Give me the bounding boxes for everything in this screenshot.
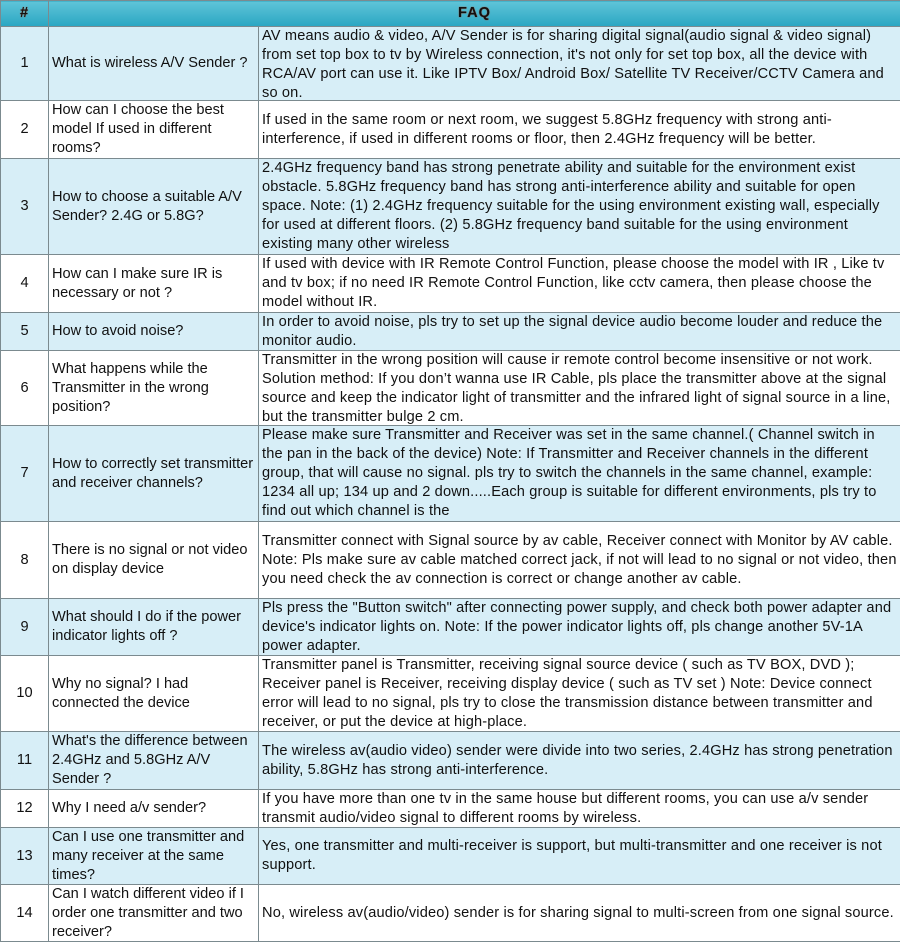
faq-row: [1, 522, 900, 599]
answer-cell-text: Transmitter in the wrong position will cause ir remote control become insensitive or not work. Solution method: If you don’t wanna use IR Cable, pls place the transmitter above at the signal source and keep the indicator light of transmitter and the infrared light of signal source in a line, but the transmitter bulge 2 cm.: [262, 352, 891, 425]
answer-cell-text: If used in the same room or next room, we suggest 5.8GHz frequency with strong anti-interference, if used in different rooms or floor, then 2.4GHz frequency will be better.: [262, 111, 832, 147]
question-cell-text: Can I use one transmitter and many receiver at the same times?: [52, 829, 245, 883]
faq-row: [1, 599, 900, 656]
row-number: [1, 885, 49, 942]
answer-cell-text: AV means audio & video, A/V Sender is for sharing digital signal(audio signal & video signal) from set top box to tv by Wireless connection, it's not only for set top box, all the device with RCA/AV port can use it. Like IPTV Box/ Android Box/ Satellite TV Receiver/CCTV Camera and so on.: [262, 28, 884, 100]
question-cell-text: Why no signal? I had connected the device: [52, 675, 190, 711]
answer-cell-text: If you have more than one tv in the same house but different rooms, you can use a/v sender transmit audio/video signal to different rooms by wireless.: [262, 791, 869, 826]
question-cell: [49, 656, 259, 732]
question-cell-text: What's the difference between 2.4GHz and 5.8GHz A/V Sender ?: [52, 733, 248, 787]
answer-cell: [259, 101, 900, 159]
row-number-text: 8: [20, 551, 29, 568]
faq-row: [1, 351, 900, 426]
question-cell-text: What happens while the Transmitter in the wrong position?: [52, 360, 209, 415]
question-cell: [49, 522, 259, 599]
row-number-text: 6: [20, 379, 29, 396]
row-number: [1, 27, 49, 101]
row-number-text: 7: [20, 465, 29, 481]
faq-title: FAQ: [49, 1, 900, 27]
row-number: [1, 351, 49, 426]
question-cell-text: How can I choose the best model If used in different rooms?: [52, 102, 224, 156]
row-number: [1, 599, 49, 656]
faq-row: [1, 255, 900, 313]
question-cell: [49, 426, 259, 522]
row-number-text: 14: [16, 904, 33, 921]
row-number: [1, 732, 49, 790]
row-number-text: 12: [16, 800, 33, 816]
row-number: [1, 522, 49, 599]
faq-row: [1, 790, 900, 828]
faq-body: [1, 27, 900, 942]
answer-cell-text: Pls press the "Button switch" after connecting power supply, and check both power adapter and device's indicator lights on. Note: If the power indicator lights off, pls change another 5V-1A power adapter.: [262, 600, 892, 654]
answer-cell: [259, 828, 900, 885]
answer-cell-text: 2.4GHz frequency band has strong penetrate ability and suitable for the environment exist obstacle. 5.8GHz frequency band has strong anti-interference ability and suitable for open space. Note: (1) 2.4GHz frequency suitable for the using environment existing wall, especially for used at different floors. (2) 5.8GHz frequency band suitable for the using environment existing many other wireless: [262, 160, 880, 252]
answer-cell: [259, 790, 900, 828]
row-number-text: 5: [20, 323, 29, 339]
question-cell: [49, 828, 259, 885]
row-number-text: 13: [16, 847, 33, 864]
question-cell: [49, 27, 259, 101]
answer-cell-text: Transmitter panel is Transmitter, receiving signal source device ( such as TV BOX, DVD ); Receiver panel is Receiver, receiving display device ( such as TV set ) Note: Device connect error will lead to no signal, pls try to close the transmission distance between transmitter and receiver, or put the device at high-place.: [262, 657, 873, 730]
question-cell-text: How to correctly set transmitter and receiver channels?: [52, 455, 254, 491]
question-cell-text: How to choose a suitable A/V Sender? 2.4G or 5.8G?: [52, 188, 242, 224]
row-number: [1, 828, 49, 885]
answer-cell: [259, 885, 900, 942]
answer-cell: [259, 159, 900, 255]
question-cell-text: What is wireless A/V Sender ?: [52, 55, 248, 71]
faq-row: [1, 426, 900, 522]
answer-cell: [259, 255, 900, 313]
question-cell-text: Can I watch different video if I order one transmitter and two receiver?: [52, 886, 244, 940]
row-number: [1, 790, 49, 828]
faq-row: [1, 732, 900, 790]
question-cell: [49, 101, 259, 159]
faq-row: [1, 313, 900, 351]
number-column-header: #: [1, 1, 49, 27]
faq-row: [1, 885, 900, 942]
answer-cell-text: The wireless av(audio video) sender were divide into two series, 2.4GHz has strong penetration ability, 5.8GHz has strong anti-interference.: [262, 742, 893, 778]
answer-cell: [259, 522, 900, 599]
row-number-text: 11: [16, 752, 33, 768]
row-number: [1, 255, 49, 313]
answer-cell: [259, 27, 900, 101]
answer-cell: [259, 426, 900, 522]
row-number: [1, 426, 49, 522]
answer-cell-text: In order to avoid noise, pls try to set up the signal device audio become louder and reduce the monitor audio.: [262, 314, 883, 349]
row-number: [1, 101, 49, 159]
row-number-text: 2: [20, 121, 29, 137]
answer-cell-text: If used with device with IR Remote Control Function, please choose the model with IR , Like tv and tv box; if no need IR Remote Control Function, like cctv camera, then please choose the model without IR.: [262, 256, 885, 310]
answer-cell: [259, 656, 900, 732]
faq-row: [1, 656, 900, 732]
question-cell-text: Why I need a/v sender?: [52, 800, 207, 816]
header-row: [1, 1, 900, 27]
answer-cell-text: No, wireless av(audio/video) sender is for sharing signal to multi-screen from one signal source.: [262, 904, 894, 921]
row-number-text: 10: [16, 685, 33, 701]
question-cell-text: How can I make sure IR is necessary or not ?: [52, 265, 223, 301]
question-cell-text: How to avoid noise?: [52, 323, 184, 339]
question-cell-text: What should I do if the power indicator lights off ?: [52, 609, 242, 644]
question-cell: [49, 790, 259, 828]
row-number: [1, 656, 49, 732]
row-number-text: 4: [20, 275, 29, 291]
faq-row: [1, 27, 900, 101]
row-number-text: 3: [20, 198, 29, 214]
faq-row: [1, 828, 900, 885]
row-number-text: 9: [20, 618, 29, 635]
question-cell: [49, 159, 259, 255]
row-number-text: 1: [20, 55, 29, 71]
question-cell-text: There is no signal or not video on display device: [52, 542, 248, 577]
question-cell: [49, 599, 259, 656]
question-cell: [49, 351, 259, 426]
question-cell: [49, 885, 259, 942]
row-number: [1, 313, 49, 351]
answer-cell-text: Yes, one transmitter and multi-receiver is support, but multi-transmitter and one receiver is not support.: [262, 838, 882, 873]
answer-cell: [259, 599, 900, 656]
answer-cell-text: Please make sure Transmitter and Receiver was set in the same channel.( Channel switch in the pan in the back of the device) Note: If Transmitter and Receiver channels in the different group, that will cause no signal. pls try to switch the channels in the same channel, example: 1234 all up; 134 up and 2 down.....Each group is suitable for different environments, pls try to find out which channel is the: [262, 427, 877, 519]
answer-cell-text: Transmitter connect with Signal source by av cable, Receiver connect with Monitor by AV cable. Note: Pls make sure av cable matched correct jack, if not will lead to no signal or not video, then you need check the av connection is correct or change another av cable.: [262, 532, 897, 587]
question-cell: [49, 313, 259, 351]
question-cell: [49, 732, 259, 790]
answer-cell: [259, 351, 900, 426]
faq-row: [1, 159, 900, 255]
row-number: [1, 159, 49, 255]
answer-cell: [259, 313, 900, 351]
faq-row: [1, 101, 900, 159]
question-cell: [49, 255, 259, 313]
answer-cell: [259, 732, 900, 790]
